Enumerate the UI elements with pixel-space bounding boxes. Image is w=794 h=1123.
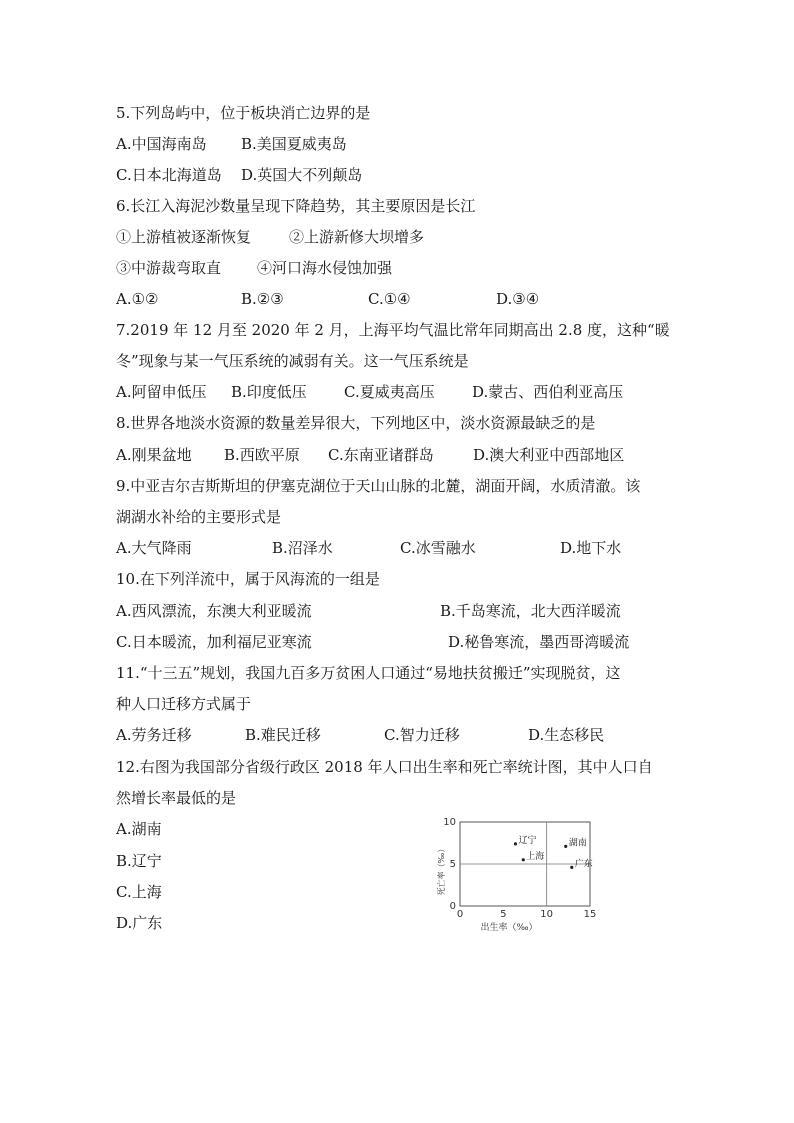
q9-option-c: C.冰雪融水 [400, 539, 476, 557]
q9-stem-line-1: 9.中亚吉尔吉斯斯坦的伊塞克湖位于天山山脉的北麓，湖面开阔，水质清澈。该 [116, 477, 641, 495]
y-tick-label: 5 [449, 859, 456, 870]
q10-stem: 10.在下列洋流中，属于风海流的一组是 [116, 570, 380, 588]
point-label: 广东 [574, 859, 593, 870]
q7-stem-line-2: 冬”现象与某一气压系统的减弱有关。这一气压系统是 [116, 352, 469, 370]
point-label: 湖南 [568, 838, 587, 849]
q10-option-d: D.秘鲁寒流，墨西哥湾暖流 [448, 633, 630, 651]
q12-option-c: C.上海 [116, 883, 162, 901]
q7-option-b: B.印度低压 [231, 383, 307, 401]
q11-stem-line-2: 种人口迁移方式属于 [116, 695, 252, 713]
q8-stem: 8.世界各地淡水资源的数量差异很大，下列地区中，淡水资源最缺乏的是 [116, 414, 596, 432]
q6-stem: 6.长江入海泥沙数量呈现下降趋势，其主要原因是长江 [116, 197, 476, 215]
q8-option-b: B.西欧平原 [224, 446, 300, 464]
q5-option-b: B.美国夏威夷岛 [241, 135, 347, 153]
q6-item-1: ①上游植被逐渐恢复 [116, 228, 252, 246]
q12-stem-line-2: 然增长率最低的是 [116, 789, 237, 807]
x-tick-label: 15 [583, 909, 597, 920]
y-axis-label: 死亡率（‰） [437, 844, 446, 896]
data-point-辽宁 [514, 842, 517, 845]
q12-option-d: D.广东 [116, 914, 163, 932]
q8-option-c: C.东南亚诸群岛 [328, 446, 434, 464]
q11-option-d: D.生态移民 [528, 726, 605, 744]
q12-option-b: B.辽宁 [116, 852, 162, 870]
x-tick-label: 10 [540, 909, 554, 920]
q6-item-3: ③中游裁弯取直 [116, 259, 222, 277]
q7-option-c: C.夏威夷高压 [344, 383, 435, 401]
q5-stem: 5.下列岛屿中，位于板块消亡边界的是 [116, 104, 371, 122]
q9-stem-line-2: 湖湖水补给的主要形式是 [116, 508, 282, 526]
data-point-广东 [570, 866, 573, 869]
q8-option-a: A.刚果盆地 [116, 446, 192, 464]
q10-option-a: A.西风漂流，东澳大利亚暖流 [116, 602, 312, 620]
q6-option-c: C.①④ [368, 290, 411, 308]
q7-stem-line-1: 7.2019 年 12 月至 2020 年 2 月，上海平均气温比常年同期高出 2.8 度，这种“暖 [116, 321, 670, 339]
point-label: 辽宁 [518, 835, 537, 846]
q10-option-c: C.日本暖流，加利福尼亚寒流 [116, 633, 312, 651]
q6-item-2: ②上游新修大坝增多 [289, 228, 425, 246]
q5-option-c: C.日本北海道岛 [116, 166, 222, 184]
q7-option-d: D.蒙古、西伯利亚高压 [472, 383, 624, 401]
q9-option-d: D.地下水 [560, 539, 622, 557]
q5-option-a: A.中国海南岛 [116, 135, 207, 153]
data-point-湖南 [564, 845, 567, 848]
x-tick-label: 0 [456, 909, 464, 920]
birth-death-rate-chart [430, 810, 610, 940]
q5-option-d: D.英国大不列颠岛 [241, 166, 363, 184]
q7-option-a: A.阿留申低压 [116, 383, 207, 401]
q10-option-b: B.千岛寒流，北大西洋暖流 [440, 602, 621, 620]
q6-option-b: B.②③ [241, 290, 284, 308]
point-label: 上海 [526, 851, 545, 862]
q6-item-4: ④河口海水侵蚀加强 [257, 259, 393, 277]
q12-stem-line-1: 12.右图为我国部分省级行政区 2018 年人口出生率和死亡率统计图，其中人口自 [116, 758, 653, 776]
q11-stem-line-1: 11.“十三五”规划，我国九百多万贫困人口通过“易地扶贫搬迁”实现脱贫，这 [116, 664, 621, 682]
x-axis-label: 出生率（‰） [480, 923, 538, 933]
q12-option-a: A.湖南 [116, 820, 162, 838]
q11-option-c: C.智力迁移 [384, 726, 460, 744]
q11-option-b: B.难民迁移 [245, 726, 321, 744]
y-tick-label: 10 [443, 817, 456, 828]
q9-option-a: A.大气降雨 [116, 539, 192, 557]
q6-option-d: D.③④ [496, 290, 540, 308]
q9-option-b: B.沼泽水 [272, 539, 333, 557]
q8-option-d: D.澳大利亚中西部地区 [473, 446, 625, 464]
q11-option-a: A.劳务迁移 [116, 726, 192, 744]
q6-option-a: A.①② [116, 290, 159, 308]
data-point-上海 [522, 858, 525, 861]
x-tick-label: 5 [500, 909, 507, 920]
y-tick-label: 0 [449, 901, 456, 912]
